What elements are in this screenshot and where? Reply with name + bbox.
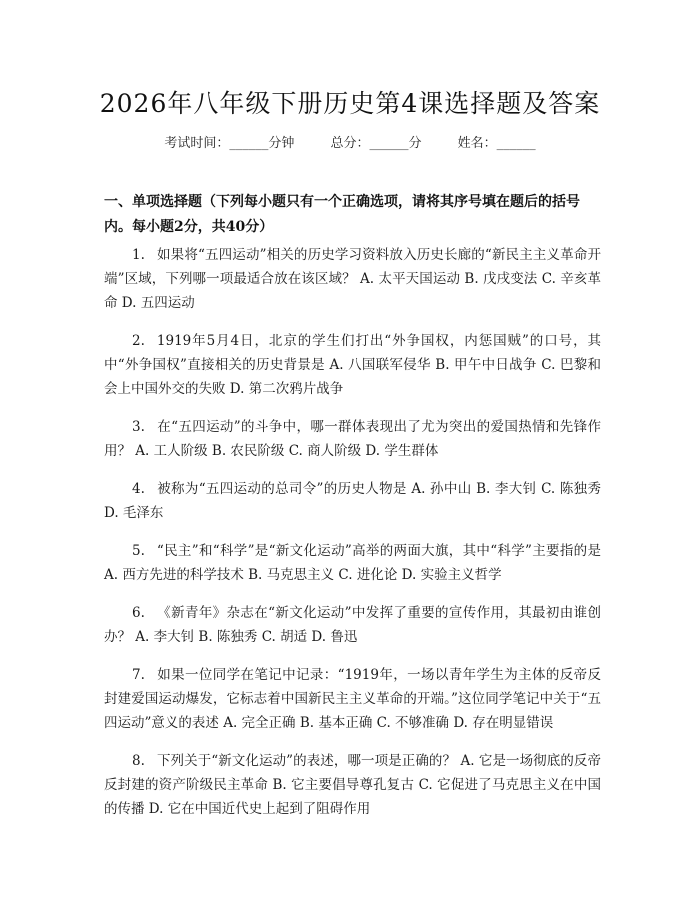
total-score-field: 总分：______分: [330, 136, 422, 151]
section-heading: 一、单项选择题（下列每小题只有一个正确选项，请将其序号填在题后的括号内。每小题2分，共40分）: [104, 194, 580, 235]
question-text: 在“五四运动”的斗争中，哪一群体表现出了尤为突出的爱国热情和先锋作用？ A. 工人阶级 B. 农民阶级 C. 商人阶级 D. 学生群体: [104, 419, 601, 459]
question-number: 4.: [132, 481, 145, 497]
question-text: 如果将“五四运动”相关的历史学习资料放入历史长廊的“新民主主义革命开端”区域，下列哪一项最适合放在该区域？ A. 太平天国运动 B. 戊戌变法 C. 辛亥革命 D. 五四运动: [104, 247, 601, 311]
question-number: 3.: [132, 419, 145, 435]
question-item: [104, 749, 601, 821]
question-text: 1919年5月4日，北京的学生们打出“外争国权，内惩国贼”的口号，其中“外争国权”直接相关的历史背景是 A. 八国联军侵华 B. 甲午中日战争 C. 巴黎和会上中国外交的失败 D. 第二次鸦片战争: [104, 333, 601, 397]
page-title: 2026年八年级下册历史第4课选择题及答案: [99, 89, 601, 118]
question-item: [104, 663, 601, 735]
question-number: 5.: [132, 543, 145, 559]
question-number: 6.: [132, 605, 145, 621]
question-number: 1.: [132, 247, 145, 263]
question-list: [104, 243, 601, 835]
question-item: [104, 243, 601, 315]
exam-time-field: 考试时间：______分钟: [164, 136, 295, 151]
question-number: 2.: [132, 333, 145, 349]
question-text: “民主”和“科学”是“新文化运动”高举的两面大旗，其中“科学”主要指的是 A. 西方先进的科学技术 B. 马克思主义 C. 进化论 D. 实验主义哲学: [104, 543, 601, 583]
question-text: 《新青年》杂志在“新文化运动”中发挥了重要的宣传作用，其最初由谁创办？ A. 李大钊 B. 陈独秀 C. 胡适 D. 鲁迅: [104, 605, 601, 645]
question-number: 8.: [132, 753, 145, 769]
question-item: [104, 329, 601, 401]
question-item: [104, 539, 601, 587]
question-item: [104, 477, 601, 525]
student-name-field: 姓名：______: [457, 136, 536, 151]
exam-meta-line: [0, 132, 700, 151]
question-text: 被称为“五四运动的总司令”的历史人物是 A. 孙中山 B. 李大钊 C. 陈独秀 D. 毛泽东: [104, 481, 601, 521]
question-number: 7.: [132, 667, 145, 683]
question-text: 下列关于“新文化运动”的表述，哪一项是正确的？ A. 它是一场彻底的反帝反封建的资产阶级民主革命 B. 它主要倡导尊孔复古 C. 它促进了马克思主义在中国的传播 D. 它在中国近代史上起到了阻碍作用: [104, 753, 601, 817]
question-item: [104, 601, 601, 649]
question-item: [104, 415, 601, 463]
question-text: 如果一位同学在笔记中记录：“1919年，一场以青年学生为主体的反帝反封建爱国运动爆发，它标志着中国新民主主义革命的开端。”这位同学笔记中关于“五四运动”意义的表述 A. 完全正确 B. 基本正确 C. 不够准确 D. 存在明显错误: [104, 667, 601, 731]
